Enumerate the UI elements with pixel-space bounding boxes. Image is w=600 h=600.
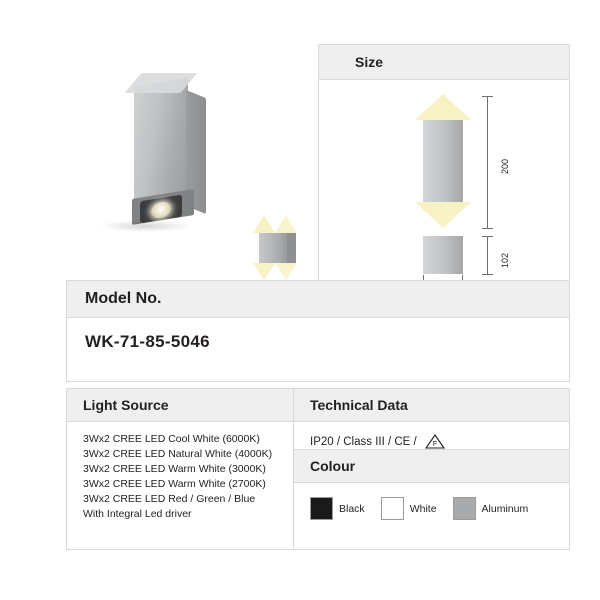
model-panel (66, 280, 570, 382)
light-source-line: 3Wx2 CREE LED Red / Green / Blue (83, 493, 256, 505)
size-panel (318, 44, 570, 289)
diagram-tall-body (423, 120, 463, 202)
technical-data-header (294, 389, 569, 422)
light-source-line: 3Wx2 CREE LED Warm White (3000K) (83, 463, 266, 475)
lamp-shadow (100, 220, 192, 232)
dim-label-tall: 200 (500, 158, 510, 174)
beam-up-right-icon (275, 215, 297, 233)
colour-swatch-aluminum (453, 497, 476, 520)
colour-label-black: Black (339, 502, 365, 515)
size-panel-title: Size (355, 54, 384, 70)
dim-cap-tall-top (482, 96, 493, 97)
dim-cap-short-bottom (482, 274, 493, 275)
beam-down-right-icon (275, 263, 297, 280)
lamp-body (134, 78, 188, 205)
dim-cap-tall-bottom (482, 228, 493, 229)
diagram-short-body (423, 236, 463, 274)
model-panel-title: Model No. (85, 290, 162, 307)
technical-data-value: IP20 / Class III / CE / (310, 435, 417, 448)
right-column (294, 389, 569, 549)
colour-header (294, 449, 569, 483)
colour-option-white[interactable] (381, 497, 437, 520)
light-source-title: Light Source (83, 397, 169, 413)
dim-cap-short-top (482, 236, 493, 237)
colour-swatch-black (310, 497, 333, 520)
light-source-header (67, 389, 293, 422)
dim-line-tall (487, 96, 488, 228)
size-panel-header (319, 45, 569, 80)
light-source-body (67, 422, 293, 522)
inset-lamp-body (259, 233, 287, 263)
inset-beam-illustration (247, 215, 311, 281)
svg-text:F: F (432, 441, 438, 448)
light-source-line: 3Wx2 CREE LED Natural White (4000K) (83, 448, 273, 460)
diagram-beam-down (415, 202, 471, 228)
dim-label-short: 102 (500, 252, 510, 268)
light-source-line: With Integral Led driver (83, 508, 192, 520)
colour-options (294, 483, 569, 520)
light-source-line: 3Wx2 CREE LED Warm White (2700K) (83, 478, 266, 490)
model-number-value: WK-71-85-5046 (85, 332, 210, 351)
technical-data-body (294, 422, 569, 449)
beam-down-left-icon (253, 263, 275, 280)
colour-label-aluminum: Aluminum (481, 502, 529, 515)
triangle-f-mark-icon (425, 434, 445, 449)
specifications-block (66, 388, 570, 550)
colour-title: Colour (310, 458, 356, 474)
model-panel-header (67, 281, 569, 318)
colour-swatch-white (381, 497, 404, 520)
colour-label-white: White (409, 502, 437, 515)
technical-data-title: Technical Data (310, 397, 408, 413)
light-source-column (67, 389, 294, 549)
dim-line-short (487, 236, 488, 274)
diagram-beam-up (415, 94, 471, 120)
light-source-line: 3Wx2 CREE LED Cool White (6000K) (83, 433, 260, 445)
size-diagram (319, 80, 569, 288)
beam-up-left-icon (253, 215, 275, 233)
colour-option-aluminum[interactable] (453, 497, 529, 520)
colour-option-black[interactable] (310, 497, 365, 520)
inset-lamp-body-side (287, 233, 296, 263)
